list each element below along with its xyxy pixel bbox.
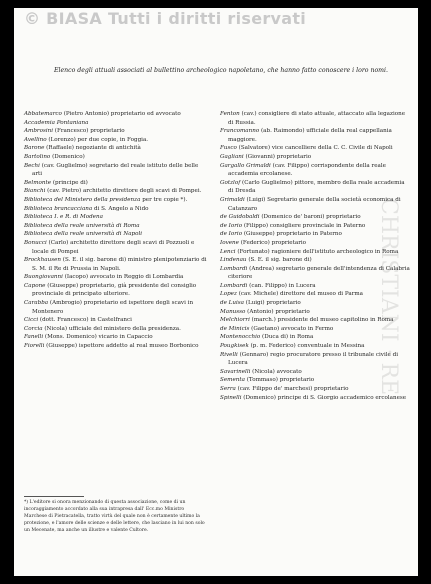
associate-name: Corcia (24, 325, 43, 332)
associate-details: (Gaetano) avvocato in Fermo (249, 325, 334, 332)
associate-details: (Domenico) principe di S. Giorgio accademico ercolanese (241, 394, 407, 401)
associate-name: Fanelli (24, 334, 44, 341)
copyright-watermark: © BIASA Tutti i diritti riservati (24, 9, 307, 28)
associate-name: Gargallo Grimaldi (220, 162, 271, 169)
left-column (24, 110, 210, 351)
associate-details: per tre copie *). (140, 196, 188, 203)
associate-name: Carabba (24, 300, 49, 307)
associate-details: (S. E. il sig. barone di) (246, 257, 312, 264)
associate-details: (Mons. Domenico) vicario in Capaccio (43, 334, 153, 341)
associate-entry (24, 136, 210, 145)
associate-details: (Francesco) proprietario (53, 128, 125, 135)
right-column (220, 110, 410, 402)
associate-entry (220, 308, 410, 317)
associate-entry (24, 230, 210, 239)
footnote: *) L'editore si onora menzionando di questa associazione, come di un incoraggiamento accordato alla sua intrapresa dall' Ecc.mo Ministro Marchese di Pietracatella, tratto virtù del quale non è certamente ultimo la protezione, e l'amore delle scienze e delle lettere, che lasciano in lui non solo un Mecenate, ma anche un illustre e valente Cultore. (24, 500, 205, 533)
associate-entry (24, 282, 210, 299)
associate-name: Bartolino (24, 153, 51, 160)
associate-entry (220, 230, 410, 239)
associate-details: (Salvatore) vice cancelliere della C. C. Civile di Napoli (236, 145, 393, 152)
associate-details: (Iacopo) avvocato in Reggio di Lombardia (62, 274, 184, 281)
associate-entry (24, 187, 210, 196)
associate-entry (24, 273, 210, 282)
associate-entry (220, 256, 410, 265)
associate-entry (24, 144, 210, 153)
associate-name: Bonucci (24, 239, 47, 246)
associate-name: de Iorio (220, 222, 243, 229)
associate-entry (220, 376, 410, 385)
associate-entry (24, 333, 210, 342)
associate-entry (220, 110, 410, 127)
associate-name: Fiorelli (24, 343, 45, 350)
associate-name: Spinelli (220, 394, 242, 401)
associate-details: (cav. Filippo de' marchesi) proprietario (235, 386, 349, 392)
associate-name: Brockhausen (24, 257, 61, 264)
associate-entry (24, 299, 210, 316)
associate-entry (220, 325, 410, 334)
associate-name: Avellino (24, 136, 47, 143)
associate-entry (220, 127, 410, 144)
associate-entry (24, 222, 210, 231)
associate-entry (220, 351, 410, 368)
associate-name: Francomanno (220, 128, 260, 135)
associate-details: (principe di) (51, 179, 88, 186)
associate-name: Sementa (220, 377, 245, 384)
associate-name: Manusso (220, 308, 246, 315)
associate-entry (220, 213, 410, 222)
associate-entry (220, 248, 410, 257)
associate-details: (p. m. Federico) conventuale in Messina (248, 343, 365, 350)
associate-entry (220, 342, 410, 351)
associate-name: Lenci (220, 248, 236, 255)
associate-entry (220, 162, 410, 179)
associate-entry (220, 153, 410, 162)
associate-name: Lindenau (220, 257, 247, 264)
associate-entry (24, 316, 210, 325)
associate-details: (Ambrogio) proprietario ed ispettore degli scavi in Montenero (32, 300, 194, 315)
associate-name: Gotzlof (220, 179, 241, 186)
associate-name: Iovene (220, 239, 239, 246)
associate-details: (Tommaso) proprietario (244, 377, 315, 384)
associate-details: (Luigi) Segretario generale della società economica di Catanzaro (228, 196, 401, 212)
associate-entry (24, 342, 210, 351)
associate-entry (220, 368, 410, 377)
associate-entry (24, 162, 210, 179)
associate-name: Savarinelli (220, 368, 251, 375)
associate-details: (Nicola) avvocato (250, 368, 302, 375)
footnote-rule (24, 496, 84, 497)
associate-name: Serra (220, 386, 236, 392)
associate-details: (can. Filippo) in Lucera (247, 282, 316, 289)
associate-details: (cav. Filippo) corrispondente della reale accademia ercolanese. (228, 162, 386, 178)
associate-entry (220, 333, 410, 342)
associate-details: (ab. Raimondo) ufficiale della real cappellania maggiore. (228, 128, 392, 143)
associate-details: (cav. Guglielmo) segretario del reale istituto delle belle arti (32, 162, 199, 178)
associate-name: Melchiorri (220, 317, 250, 324)
associate-name: Rivelli (220, 351, 238, 358)
associate-details: (cav. Pietro) architetto direttore degli scavi di Pompei. (45, 188, 202, 195)
associate-entry (24, 196, 210, 205)
associate-entry (24, 110, 210, 119)
associate-entry (24, 119, 210, 128)
associate-name: Fenton (220, 111, 240, 117)
associate-name: Biblioteca brancacciana (24, 205, 93, 212)
associate-details: (Andrea) segretario generale dell'intendenza di Calabria citeriore (228, 265, 410, 281)
associate-details: (Raffaele) negoziante di antichità (44, 145, 141, 152)
associate-entry (220, 196, 410, 213)
associate-entry (24, 239, 210, 256)
associate-entry (24, 127, 210, 136)
associate-details: (cav. Michele) direttore del museo di Parma (236, 291, 364, 298)
associate-entry (24, 213, 210, 222)
associate-details: (dott. Francesco) in Castelfranci (38, 317, 132, 324)
associate-name: Barone (24, 145, 45, 152)
associate-name: Accademia Pontaniana (24, 119, 89, 126)
associate-name: Gagliani (220, 153, 244, 160)
associate-name: Montenocchio (220, 334, 261, 341)
associate-details: (Lorenzo) per due copie, in Foggia. (46, 136, 149, 143)
stamp-text: CHRISTIANI · RE (376, 198, 401, 396)
associate-name: Abbatemarco (24, 111, 62, 117)
associate-details: (Giovanni) proprietario (243, 153, 312, 160)
associate-details: (Filippo) consigliere provinciale in Paterno (242, 222, 366, 229)
associate-entry (24, 153, 210, 162)
associate-details: (Domenico de' baroni) proprietario (259, 214, 361, 221)
associate-name: de Minicis (220, 325, 250, 332)
associate-entry (220, 290, 410, 299)
associate-entry (220, 316, 410, 325)
associate-details: (Luigi) proprietario (243, 300, 301, 307)
associate-name: Belmonte (24, 179, 52, 186)
associate-details: (Carlo) architetto direttore degli scavi di Pozzuoli e locale di Pompei (32, 239, 195, 255)
associate-name: Lombardi (220, 282, 248, 289)
associate-entry (220, 299, 410, 308)
associate-details: (Federico) proprietario (238, 239, 307, 246)
associate-entry (220, 239, 410, 248)
associate-name: de Guidobaldi (220, 214, 260, 221)
associate-name: Bianchi (24, 188, 46, 195)
associate-name: Lombardi (220, 265, 248, 272)
associate-name: Cicci (24, 317, 39, 324)
associate-name: Biblioteca del Ministero della presidenza (24, 196, 141, 203)
associate-details: (Nicola) ufficiale del ministero della presidenza. (42, 325, 181, 332)
associate-entry (220, 144, 410, 153)
associate-details: (Giuseppe) proprietario in Paterno (242, 231, 342, 238)
associate-entry (24, 256, 210, 273)
associate-name: Bechi (24, 162, 40, 169)
associate-name: Buongiovanni (24, 274, 63, 281)
associate-details: (S. E. il sig. barone di) ministro plenipotenziario di S. M. il Re di Prussia in Napoli. (32, 257, 207, 272)
associate-details: (Antonio) proprietario (245, 308, 310, 315)
associate-entry (220, 394, 410, 403)
associate-details: (march.) presidente del museo capitolino in Roma (249, 317, 394, 324)
associate-entry (24, 325, 210, 334)
list-heading: Elenco degli attuali associati al bullettino archeologico napoletano, che hanno fatto conoscere i loro nomi. (53, 67, 388, 74)
associate-name: Biblioteca I. e R. di Modena (24, 214, 103, 221)
associate-details: (Gennaro) regio procuratore presso il tribunale civile di Lucera (228, 351, 399, 367)
associate-name: Fusco (220, 145, 237, 152)
associate-name: Biblioteca della reale università di Napoli (24, 231, 143, 238)
associate-details: (Domenico) (50, 153, 85, 160)
associate-name: Pougkisek (220, 343, 249, 350)
associate-name: de Iorio (220, 231, 243, 238)
associate-entry (24, 205, 210, 214)
associate-entry (220, 265, 410, 282)
associate-entry (24, 179, 210, 188)
document-page (14, 8, 418, 576)
associate-name: Lopez (220, 291, 237, 298)
associate-details: (Giuseppe) ispettore addetto al real museo Borbonico (44, 343, 199, 350)
associate-details: (Giuseppe) proprietario, già presidente del consiglio provinciale di principato ulteriore. (32, 282, 197, 298)
associate-details: (Pietro Antonio) proprietario ed avvocato (61, 111, 181, 117)
associate-name: Ambrosini (24, 128, 54, 135)
associate-name: Capone (24, 282, 46, 289)
associate-details: (Fortunato) ragioniere dell'istituto archeologico in Roma (235, 248, 399, 255)
associate-name: Grimaldi (220, 196, 245, 203)
associate-entry (220, 179, 410, 196)
associate-details: (cav.) consigliere di stato attuale, attaccato alla legazione di Russia. (228, 111, 406, 126)
associate-name: Biblioteca della reale università di Roma (24, 222, 140, 229)
associate-name: de Luisa (220, 300, 244, 307)
associate-details: di S. Angelo a Nido (92, 205, 149, 212)
associate-entry (220, 385, 410, 394)
associate-details: (Carlo Guglielmo) pittore, membro della reale accademia di Dresda (228, 179, 405, 195)
associate-details: (Duca di) in Roma (260, 334, 314, 341)
associate-entry (220, 222, 410, 231)
associate-entry (220, 282, 410, 291)
